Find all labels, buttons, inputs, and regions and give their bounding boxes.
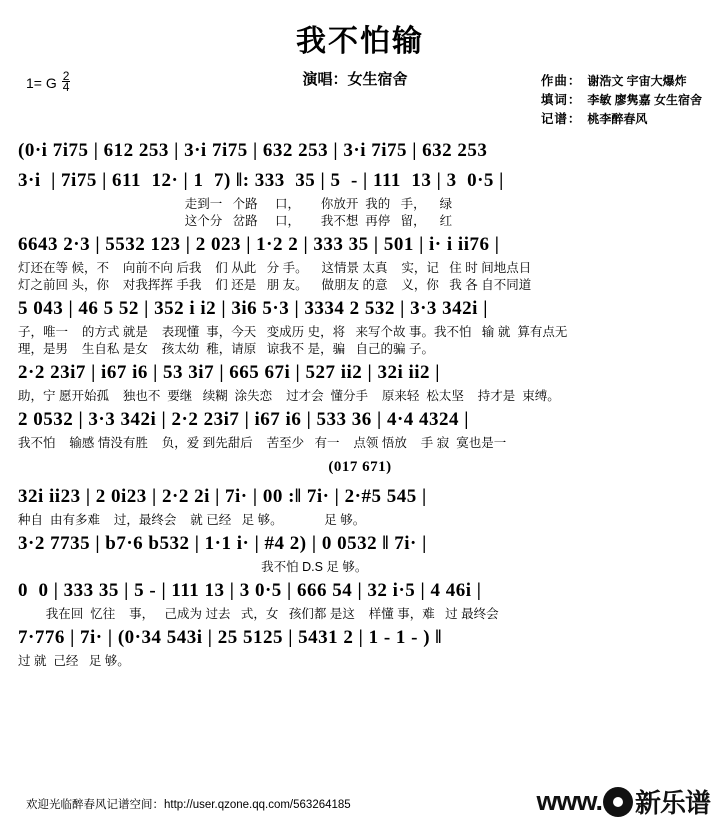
time-signature-numerator: 2 xyxy=(62,69,70,83)
credit-composer xyxy=(541,72,702,91)
note-row: 6643 2·3 | 5532 123 | 2 023 | 1·2 2 | 333 35 | 501 | i· i ii76 | xyxy=(18,234,500,255)
score-line xyxy=(0,230,720,294)
credits-block xyxy=(541,72,702,129)
note-row: 3·2 7735 | b7·6 b532 | 1·1 i· | #4 2) | 0 0532 ‖ 7i· | xyxy=(18,533,427,554)
credit-transcriber-value: 桃李醉春风 xyxy=(587,112,648,126)
footer-note: 欢迎光临醉春风记谱空间：http://user.qzone.qq.com/563264185 xyxy=(26,799,351,811)
credit-transcriber-label: 记谱： xyxy=(540,112,582,126)
lyric-row: 我在回 忆往 事， 己成为 过去 式，女 孩们都 是这 样懂 事，难 过 最终会 xyxy=(18,607,499,621)
credit-composer-label: 作曲： xyxy=(540,74,582,88)
note-row: (0·i 7i75 | 612 253 | 3·i 7i75 | 632 253 | 3·i 7i75 | 632 253 xyxy=(18,140,488,161)
note-row: 7·776 | 7i· | (0·34 543i | 25 5125 | 5431 2 | 1 - 1 - ) ‖ xyxy=(18,627,442,648)
singer-line: 演唱：女生宿舍 xyxy=(302,71,408,88)
note-row-ossia: (017 671) xyxy=(328,459,392,475)
lyric-row: 种自 由有多难 过，最终会 就 已经 足 够。 足 够。 xyxy=(18,513,366,527)
score-line xyxy=(0,529,720,576)
score-line xyxy=(0,294,720,358)
note-row: 2 0532 | 3·3 342i | 2·2 23i7 | i67 i6 | 533 36 | 4·4 4324 | xyxy=(18,409,469,430)
credit-lyricist xyxy=(541,91,702,110)
lyric-row: 灯还在等 候，不 向前不向 后我 们 从此 分 手。 这情景 太真 实，记 住 时 间地点日 xyxy=(18,261,532,275)
lyric-row: 我不怕 输感 情没有胜 负，爱 到先甜后 苦至少 有一 点领 悟放 手 寂 寞也是一 xyxy=(18,436,507,450)
logo-www-text: www. xyxy=(536,786,602,816)
score-line xyxy=(0,576,720,623)
score-line xyxy=(0,405,720,452)
lyric-row: 过 就 己经 足 够。 xyxy=(18,654,130,668)
disc-icon xyxy=(603,787,633,817)
sheet-music-page xyxy=(0,16,720,828)
score-line xyxy=(0,136,720,166)
lyric-row: 子，唯一 的方式 就是 表现懂 事，今天 变成历 史，将 来写个故 事。我不怕 输 就 算有点无 xyxy=(18,325,568,339)
note-row: 0 0 | 333 35 | 5 - | 111 13 | 3 0·5 | 666 54 | 32 i·5 | 4 46i | xyxy=(18,580,482,601)
time-signature xyxy=(62,71,71,92)
lyric-row: 助，宁 愿开始孤 独也不 要继 续糊 涂失恋 过才会 懂分手 原来轻 松太坚 持才是 束缚。 xyxy=(18,389,560,403)
note-row: 32i ii23 | 2 0i23 | 2·2 2i | 7i· | 00 :‖ 7i· | 2·#5 545 | xyxy=(18,486,427,507)
lyric-row: 走到一 个路 口， 你放开 我的 手， 绿 xyxy=(18,197,453,211)
credit-lyricist-value: 李敏 廖隽嘉 女生宿舍 xyxy=(587,93,702,107)
logo-site-name: 新乐谱 xyxy=(634,788,710,818)
lyric-row: 我不怕 D.S 足 够。 xyxy=(18,560,368,574)
score-line xyxy=(0,623,720,670)
key-signature-label: 1= G xyxy=(26,74,57,91)
credit-lyricist-label: 填词： xyxy=(540,93,582,107)
note-row: 2·2 23i7 | i67 i6 | 53 3i7 | 665 67i | 527 ii2 | 32i ii2 | xyxy=(18,362,440,383)
site-logo xyxy=(536,783,710,820)
lyric-row-verse2: 这个分 岔路 口， 我不想 再停 留， 红 xyxy=(18,214,453,228)
lyric-row-verse2: 理，是男 生自私 是女 孩太幼 稚，请原 谅我不 是，骗 自己的骗 子。 xyxy=(18,342,434,356)
credit-transcriber xyxy=(541,110,702,129)
note-row: 3·i | 7i75 | 611 12· | 1 7) ‖: 333 35 | 5 - | 111 13 | 3 0·5 | xyxy=(18,170,504,191)
credit-composer-value: 谢浩文 宇宙大爆炸 xyxy=(587,74,687,88)
note-row: 5 043 | 46 5 52 | 352 i i2 | 3i6 5·3 | 3334 2 532 | 3·3 342i | xyxy=(18,298,488,319)
score-line xyxy=(0,452,720,529)
page-title: 我不怕输 xyxy=(296,25,424,58)
score-line xyxy=(0,166,720,230)
lyric-row-verse2: 灯之前回 头，你 对我挥挥 手我 们 还是 朋 友。 做朋友 的意 义，你 我 各 自不同道 xyxy=(18,278,532,292)
score-line xyxy=(0,358,720,405)
score-body xyxy=(0,136,720,670)
time-signature-denominator: 4 xyxy=(62,80,70,94)
key-signature xyxy=(26,69,70,94)
